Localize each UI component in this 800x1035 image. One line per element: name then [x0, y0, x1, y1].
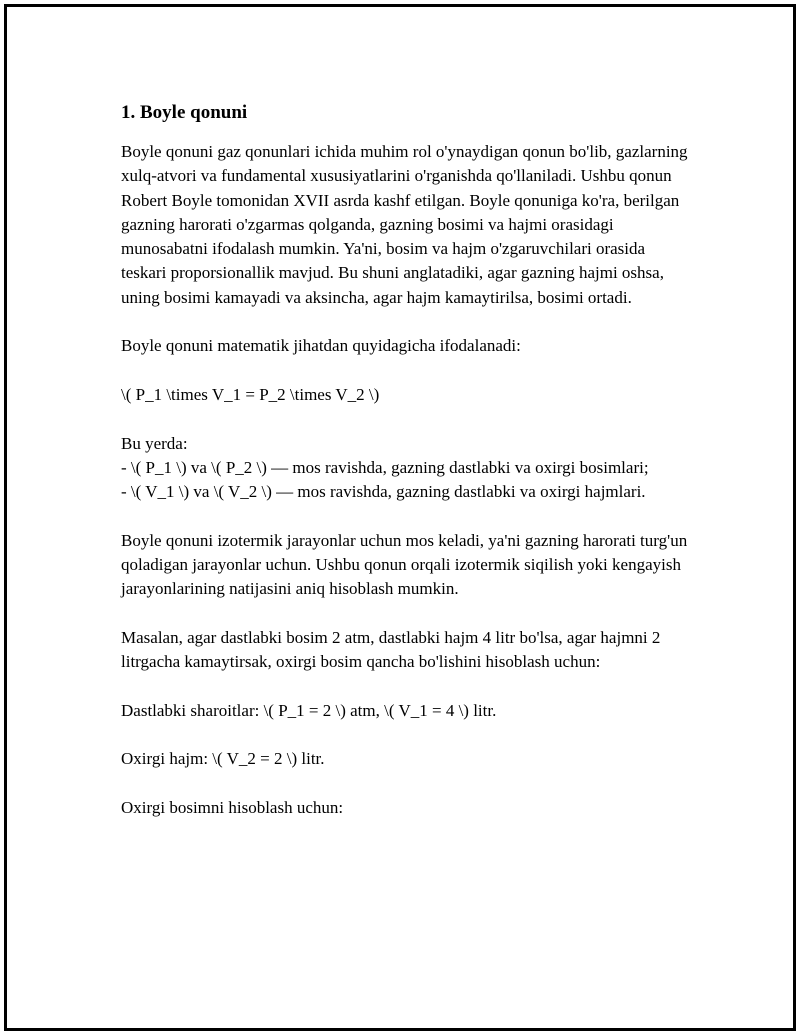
definitions-intro: Bu yerda: — [121, 433, 188, 453]
isothermal-paragraph: Boyle qonuni izotermik jarayonlar uchun mos keladi, ya'ni gazning harorati turg'un qoladigan jarayonlar uchun. Ushbu qonun orqali izotermik siqilish yoki kengayish jarayonlarining natijasini aniq hisoblash mumkin. — [121, 530, 688, 599]
example-paragraph: Masalan, agar dastlabki bosim 2 atm, dastlabki hajm 4 litr bo'lsa, agar hajmni 2 litrgacha kamaytirsak, oxirgi bosim qancha bo'lishini hisoblash uchun: — [121, 627, 661, 672]
final-pressure-paragraph: Oxirgi bosimni hisoblash uchun: — [121, 798, 344, 818]
formula-intro-paragraph: Boyle qonuni matematik jihatdan quyidagicha ifodalanadi: — [121, 336, 521, 356]
formula-paragraph: \( P_1 \times V_1 = P_2 \times V_2 \) — [121, 384, 380, 404]
document-page — [4, 4, 796, 1031]
final-volume-paragraph: Oxirgi hajm: \( V_2 = 2 \) litr. — [121, 749, 325, 769]
document-content — [121, 98, 691, 845]
definitions-paragraph — [121, 432, 691, 505]
intro-paragraph: Boyle qonuni gaz qonunlari ichida muhim rol o'ynaydigan qonun bo'lib, gazlarning xulq-atvori va fundamental xususiyatlarini o'rganishda qo'llaniladi. Ushbu qonun Robert Boyle tomonidan XVII asrda kashf etilgan. Boyle qonuniga ko'ra, berilgan gazning harorati o'zgarmas qolganda, gazning bosimi va hajmi orasidagi munosabatni ifodalash mumkin. Ya'ni, bosim va hajm o'zgaruvchilari orasida teskari proporsionallik mavjud. Bu shuni anglatadiki, agar gazning hajmi oshsa, uning bosimi kamayadi va aksincha, agar hajm kamaytirilsa, bosimi ortadi. — [121, 142, 688, 307]
definition-volume: - \( V_1 \) va \( V_2 \) — mos ravishda, gazning dastlabki va oxirgi hajmlari. — [121, 482, 646, 502]
definition-pressure: - \( P_1 \) va \( P_2 \) — mos ravishda, gazning dastlabki va oxirgi bosimlari; — [121, 457, 649, 477]
initial-conditions-paragraph: Dastlabki sharoitlar: \( P_1 = 2 \) atm, \( V_1 = 4 \) litr. — [121, 700, 497, 720]
section-heading: 1. Boyle qonuni — [121, 102, 248, 123]
